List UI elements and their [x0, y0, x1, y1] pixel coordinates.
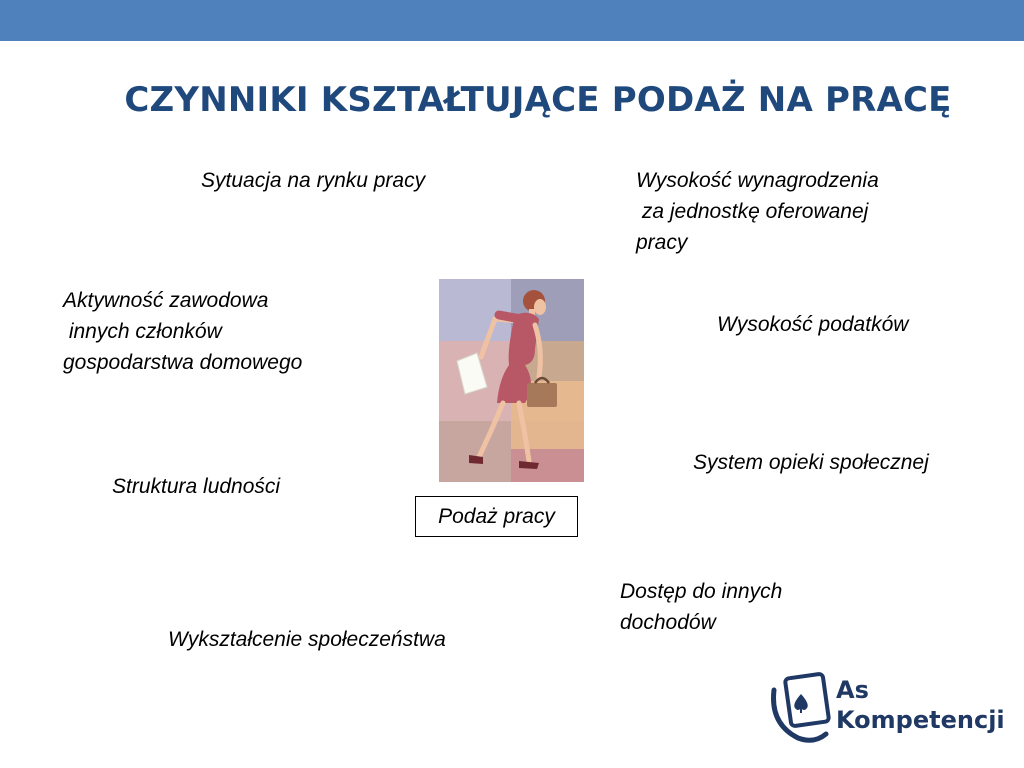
as-kompetencji-logo [768, 672, 1005, 744]
factor-sytuacja-na-rynku: Sytuacja na rynku pracy [201, 169, 426, 192]
logo-text-line2: Kompetencji [836, 706, 1005, 734]
spade-card-icon [768, 672, 832, 744]
factor-wyksztalcenie: Wykształcenie społeczeństwa [168, 628, 446, 651]
factor-dostep-do-dochodow: Dostęp do innych dochodów [620, 580, 783, 634]
top-accent-bar [0, 0, 1024, 41]
factor-wysokosc-wynagrodzenia: Wysokość wynagrodzenia za jednostkę oferowanej pracy [636, 169, 879, 254]
logo-text-line1: As [836, 676, 869, 704]
factor-aktywnosc-zawodowa: Aktywność zawodowa innych członków gospodarstwa domowego [63, 289, 303, 374]
factor-system-opieki: System opieki społecznej [693, 451, 929, 474]
factor-struktura-ludnosci: Struktura ludności [112, 475, 281, 498]
slide-title: CZYNNIKI KSZTAŁTUJĄCE PODAŻ NA PRACĘ [124, 80, 952, 120]
woman-with-briefcase-illustration [439, 279, 584, 482]
factor-wysokosc-podatkow: Wysokość podatków [717, 313, 909, 336]
center-label-box: Podaż pracy [415, 496, 578, 537]
